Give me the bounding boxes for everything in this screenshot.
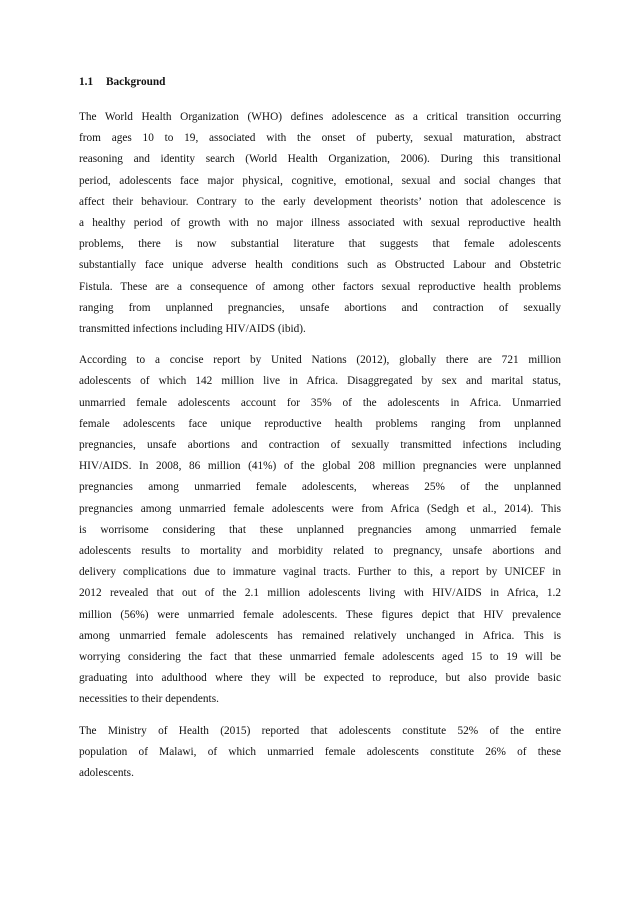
text-line: According to a concise report by United Nations (2012), globally there are 721 million	[79, 354, 561, 367]
text-line: transmitted infections including HIV/AIDS (ibid).	[79, 323, 306, 336]
paragraph-ministry-of-health	[79, 721, 561, 785]
text-line: among unmarried female adolescents has remained relatively unchanged in Africa. This is	[79, 629, 561, 642]
text-line: The World Health Organization (WHO) defines adolescence as a critical transition occurring	[79, 111, 561, 123]
text-line: million (56%) were unmarried female adolescents. These figures depict that HIV prevalence	[79, 608, 561, 621]
text-line: necessities to their dependents.	[79, 693, 219, 706]
text-line: affect their behaviour. Contrary to the early development theorists’ notion that adolescence is	[79, 195, 561, 208]
text-line: adolescents results to mortality and morbidity related to pregnancy, unsafe abortions and	[79, 545, 561, 558]
text-line: a healthy period of growth with no major illness associated with sexual reproductive health	[79, 217, 561, 230]
section-title: Background	[106, 76, 166, 88]
paragraph-un-report	[79, 350, 561, 710]
text-line: pregnancies among unmarried female adolescents were from Africa (Sedgh et al., 2014). This	[79, 502, 561, 515]
document-page	[79, 74, 561, 794]
text-line: pregnancies, unsafe abortions and contraction of sexually transmitted infections including	[79, 439, 561, 452]
text-line: reasoning and identity search (World Health Organization, 2006). During this transitional	[79, 153, 561, 166]
text-line: is worrisome considering that these unplanned pregnancies among unmarried female	[79, 523, 561, 536]
text-line: Fistula. These are a consequence of among other factors sexual reproductive health problems	[79, 280, 561, 293]
text-line: worrying considering the fact that these unmarried female adolescents aged 15 to 19 will be	[79, 651, 561, 664]
text-line: substantially face unique adverse health conditions such as Obstructed Labour and Obstetric	[79, 259, 561, 272]
text-line: graduating into adulthood where they will be expected to reproduce, but also provide basic	[79, 672, 561, 685]
text-line: problems, there is now substantial literature that suggests that female adolescents	[79, 238, 561, 251]
text-line: The Ministry of Health (2015) reported that adolescents constitute 52% of the entire	[79, 724, 561, 737]
text-line: from ages 10 to 19, associated with the onset of puberty, sexual maturation, abstract	[79, 132, 561, 145]
text-line: female adolescents face unique reproductive health problems ranging from unplanned	[79, 417, 561, 430]
text-line: adolescents of which 142 million live in Africa. Disaggregated by sex and marital status,	[79, 375, 561, 388]
text-line: unmarried female adolescents account for 35% of the adolescents in Africa. Unmarried	[79, 396, 561, 409]
text-line: 2012 revealed that out of the 2.1 million adolescents living with HIV/AIDS in Africa, 1.2	[79, 587, 561, 600]
text-line: population of Malawi, of which unmarried female adolescents constitute 26% of these	[79, 745, 561, 758]
text-line: HIV/AIDS. In 2008, 86 million (41%) of the global 208 million pregnancies were unplanned	[79, 460, 561, 473]
text-line: ranging from unplanned pregnancies, unsafe abortions and contraction of sexually	[79, 301, 561, 314]
text-line: adolescents.	[79, 767, 134, 780]
section-heading	[79, 74, 561, 90]
text-line: pregnancies among unmarried female adolescents, whereas 25% of the unplanned	[79, 481, 561, 494]
text-line: period, adolescents face major physical, cognitive, emotional, sexual and social changes that	[79, 174, 561, 187]
paragraph-who-definition	[79, 107, 561, 340]
text-line: delivery complications due to immature vaginal tracts. Further to this, a report by UNICEF in	[79, 566, 561, 579]
section-number: 1.1	[79, 76, 94, 88]
